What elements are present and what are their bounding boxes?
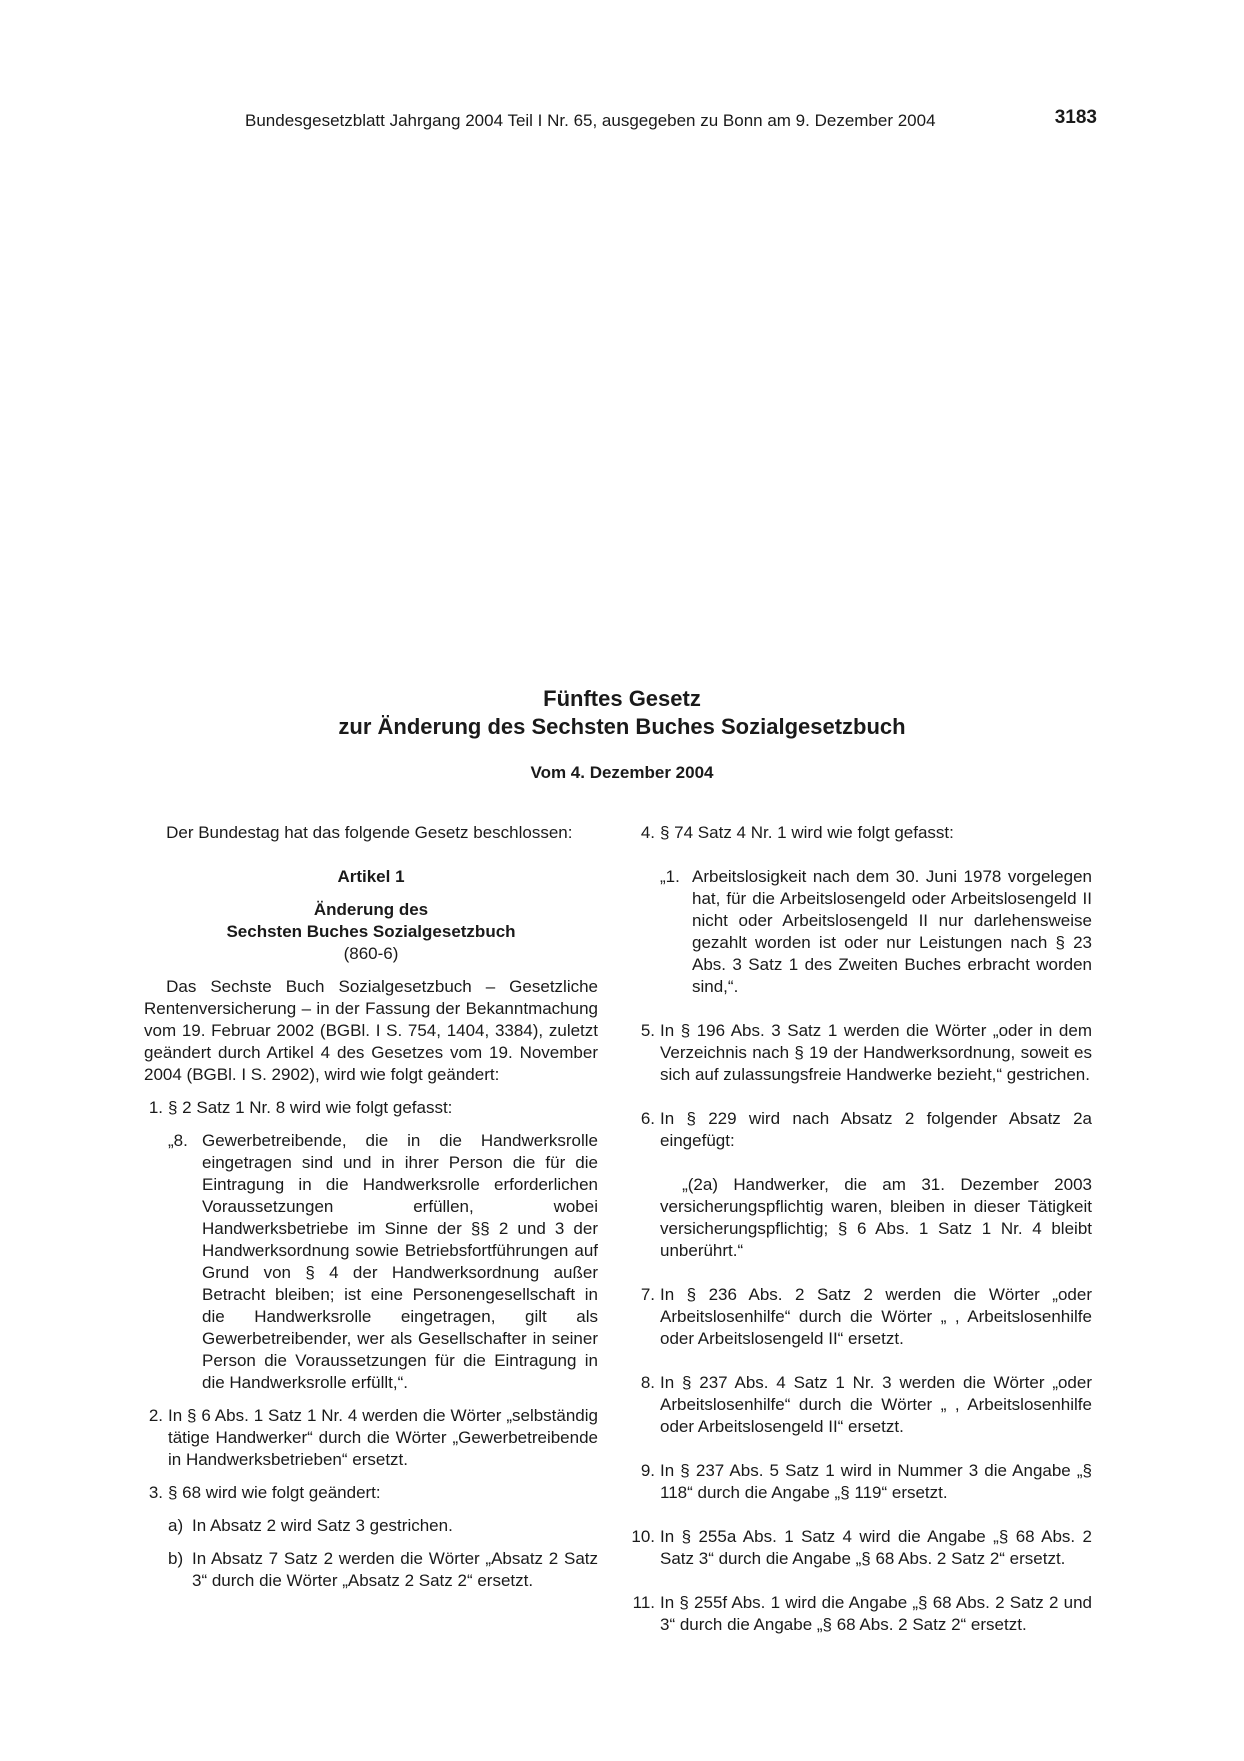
item-number: 7. — [640, 1285, 655, 1304]
list-item — [636, 1460, 1092, 1504]
quoted-paragraph — [636, 1174, 1092, 1262]
item-text: In § 229 wird nach Absatz 2 folgender Absatz 2a eingefügt: — [660, 1109, 1092, 1150]
list-item — [636, 822, 1092, 844]
item-number: 10. — [631, 1527, 655, 1546]
item-number: 1. — [148, 1098, 163, 1117]
item-number: 6. — [640, 1109, 655, 1128]
article-title-line-2: Sechsten Buches Sozialgesetzbuch — [226, 922, 516, 941]
item-text: In § 6 Abs. 1 Satz 1 Nr. 4 werden die Wörter „selbständig tätige Handwerker“ durch die Wörter „Gewerbetreibende in Handwerksbetrieben“ ersetzt. — [168, 1406, 598, 1469]
item-number: 4. — [640, 823, 655, 842]
title-line-1: Fünftes Gesetz — [543, 686, 701, 711]
item-text: In § 237 Abs. 4 Satz 1 Nr. 3 werden die Wörter „oder Arbeitslosenhilfe“ durch die Wörter „ , Arbeitslosenhilfe oder Arbeitslosengeld II“ ersetzt. — [660, 1373, 1092, 1436]
sub-item-text: In Absatz 2 wird Satz 3 gestrichen. — [192, 1516, 453, 1535]
preamble: Das Sechste Buch Sozialgesetzbuch – Gesetzliche Rentenversicherung – in der Fassung der Bekanntmachung vom 19. Februar 2002 (BGBl. I S. 754, 1404, 3384), zuletzt geändert durch Artikel 4 des Gesetzes vom 19. November 2004 (BGBl. I S. 2902), wird wie folgt geändert: — [144, 977, 598, 1084]
item-number: 8. — [640, 1373, 655, 1392]
enactment-clause: Der Bundestag hat das folgende Gesetz beschlossen: — [166, 823, 573, 842]
sub-item-letter: b) — [168, 1549, 184, 1568]
item-number: 5. — [640, 1021, 655, 1040]
left-column — [144, 822, 598, 1592]
item-text: In § 255f Abs. 1 wird die Angabe „§ 68 Abs. 2 Satz 2 und 3“ durch die Angabe „§ 68 Abs. 2 Satz 2“ ersetzt. — [660, 1593, 1092, 1634]
quoted-item — [660, 866, 1092, 998]
sub-item-letter: a) — [168, 1516, 184, 1535]
quote-text: Gewerbetreibende, die in die Handwerksrolle eingetragen sind und in ihrer Person die für die Eintragung in die Handwerksrolle erforderlichen Voraussetzungen erfüllen, wobei Handwerksbetriebe im Sinne der §§ 2 und 3 der Handwerksordnung sowie Betriebsfortführungen auf Grund von § 4 der Handwerksordnung außer Betracht bleiben; ist eine Personengesellschaft in die Handwerksrolle eingetragen, gilt als Gewerbetreibender, wer als Gesellschafter in seiner Person die Voraussetzungen für die Eintragung in die Handwerksrolle erfüllt,“. — [202, 1131, 598, 1392]
document-date: Vom 4. Dezember 2004 — [530, 763, 714, 782]
item-number: 2. — [148, 1406, 163, 1425]
quote-text: „(2a) Handwerker, die am 31. Dezember 2003 versicherungspflichtig waren, bleiben in dieser Tätigkeit versicherungspflichtig; § 6 Abs. 1 Satz 1 Nr. 4 bleibt unberührt.“ — [660, 1175, 1092, 1260]
list-item — [636, 1020, 1092, 1086]
list-item — [144, 1482, 598, 1504]
item-text: In § 236 Abs. 2 Satz 2 werden die Wörter „oder Arbeitslosenhilfe“ durch die Wörter „ , Arbeitslosenhilfe oder Arbeitslosengeld II“ ersetzt. — [660, 1285, 1092, 1348]
header-text: Bundesgesetzblatt Jahrgang 2004 Teil I Nr. 65, ausgegeben zu Bonn am 9. Dezember 2004 — [245, 111, 936, 130]
list-item — [636, 1108, 1092, 1152]
quote-number: „1. — [660, 867, 680, 886]
title-line-2: zur Änderung des Sechsten Buches Sozialgesetzbuch — [338, 714, 906, 739]
list-item — [636, 1284, 1092, 1350]
list-item — [632, 1592, 1092, 1636]
quote-text: Arbeitslosigkeit nach dem 30. Juni 1978 vorgelegen hat, für die Arbeitslosengeld oder Arbeitslosengeld II nicht oder Arbeitslosengeld II nur darlehensweise gezahlt worden ist oder nur Leistungen nach § 23 Abs. 3 Satz 1 des Zweiten Buches erbracht worden sind,“. — [692, 867, 1092, 996]
item-text: In § 237 Abs. 5 Satz 1 wird in Nummer 3 die Angabe „§ 118“ durch die Angabe „§ 119“ ersetzt. — [660, 1461, 1092, 1502]
item-number: 9. — [640, 1461, 655, 1480]
item-text: § 2 Satz 1 Nr. 8 wird wie folgt gefasst: — [168, 1098, 453, 1117]
item-text: In § 255a Abs. 1 Satz 4 wird die Angabe „§ 68 Abs. 2 Satz 3“ durch die Angabe „§ 68 Abs. 2 Satz 2“ ersetzt. — [660, 1527, 1092, 1568]
sub-item-text: In Absatz 7 Satz 2 werden die Wörter „Absatz 2 Satz 3“ durch die Wörter „Absatz 2 Satz 2“ ersetzt. — [192, 1549, 598, 1590]
page-number: 3183 — [1054, 107, 1097, 128]
item-number: 11. — [632, 1593, 655, 1612]
article-label: Artikel 1 — [337, 867, 405, 886]
item-text: § 74 Satz 4 Nr. 1 wird wie folgt gefasst: — [660, 823, 954, 842]
item-number: 3. — [148, 1483, 163, 1502]
list-item — [144, 1097, 598, 1119]
list-item — [631, 1526, 1092, 1570]
quoted-item — [168, 1130, 598, 1394]
article-title-line-1: Änderung des — [313, 900, 429, 919]
item-text: § 68 wird wie folgt geändert: — [168, 1483, 381, 1502]
document-title — [0, 685, 1244, 741]
quote-number: „8. — [168, 1131, 188, 1150]
item-text: In § 196 Abs. 3 Satz 1 werden die Wörter „oder in dem Verzeichnis nach § 19 der Handwerksordnung, soweit es sich auf zulassungsfreie Handwerke bezieht,“ gestrichen. — [660, 1021, 1092, 1084]
list-item — [636, 1372, 1092, 1438]
article-code: (860-6) — [343, 944, 399, 963]
right-column — [631, 822, 1092, 1636]
sub-item — [168, 1548, 598, 1592]
list-item — [144, 1405, 598, 1471]
sub-item — [168, 1515, 598, 1537]
